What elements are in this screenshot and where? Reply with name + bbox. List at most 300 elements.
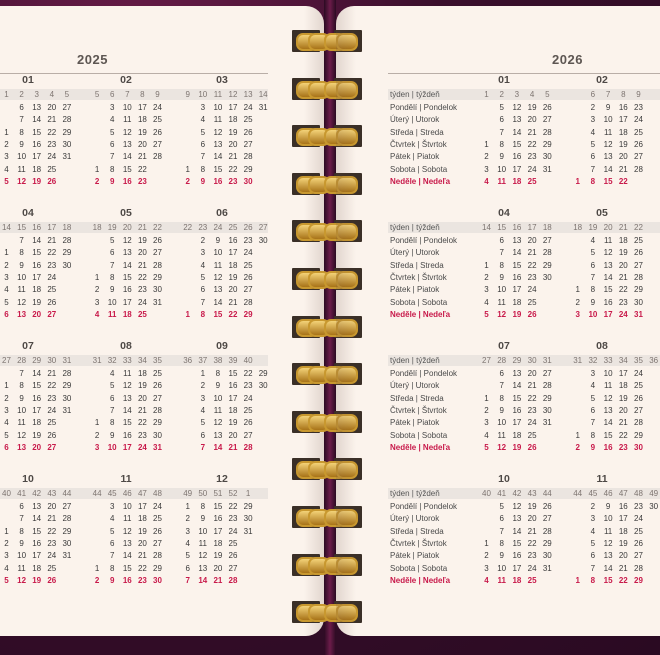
calendar-date: 24 (243, 248, 253, 258)
calendar-date: 26 (153, 381, 162, 391)
week-number: 44 (62, 489, 72, 498)
calendar-date: 5 (4, 297, 9, 307)
calendar-date: 29 (62, 248, 72, 258)
calendar-date: 31 (153, 297, 162, 307)
sunday-date: 9 (109, 575, 115, 585)
calendar-date: 14 (603, 164, 613, 174)
calendar-date: 24 (634, 115, 643, 125)
calendar-date: 16 (228, 236, 238, 245)
month-title: 02 (120, 74, 132, 86)
calendar-date: 4 (484, 430, 489, 440)
sunday-date: 12 (17, 575, 27, 585)
calendar-date: 28 (634, 164, 643, 174)
sunday-date: 5 (4, 575, 9, 585)
sunday-date: 11 (107, 309, 117, 319)
calendar-date: 27 (153, 393, 162, 403)
calendar-date: 8 (19, 248, 24, 258)
calendar-date: 11 (17, 285, 26, 295)
calendar-date: 23 (527, 551, 537, 561)
calendar-date: 22 (527, 538, 537, 548)
calendar-date: 6 (19, 502, 24, 511)
calendar-date: 20 (228, 430, 238, 440)
sunday-date: 18 (122, 309, 132, 319)
sunday-date: 4 (94, 309, 100, 319)
calendar-date: 6 (499, 236, 504, 245)
calendar-date: 4 (4, 563, 9, 573)
calendar-date: 15 (213, 502, 223, 511)
week-number: 4 (49, 90, 55, 99)
calendar-date: 13 (603, 152, 613, 162)
calendar-date: 25 (243, 115, 253, 125)
calendar-date: 8 (499, 139, 504, 149)
calendar-date: 1 (575, 285, 580, 295)
calendar-date: 16 (512, 405, 522, 415)
calendar-date: 13 (198, 563, 208, 573)
calendar-date: 18 (512, 430, 522, 440)
weekday-label: Sobota | Sobota (390, 164, 448, 174)
calendar-date: 17 (512, 164, 522, 174)
sunday-date: 7 (185, 575, 190, 585)
calendar-date: 7 (499, 127, 504, 137)
year-title: 2026 (552, 52, 583, 67)
weekday-label: Středa | Streda (390, 260, 444, 270)
week-number: 36 (649, 356, 659, 365)
sunday-date: 18 (512, 575, 522, 585)
calendar-date: 5 (109, 127, 115, 137)
weekday-label: Sobota | Sobota (390, 563, 448, 573)
year-title: 2025 (77, 52, 108, 67)
calendar-date: 22 (47, 127, 57, 137)
calendar-date: 7 (19, 369, 24, 378)
calendar-date: 22 (618, 285, 628, 295)
calendar-date: 24 (527, 285, 537, 295)
calendar-date: 5 (109, 381, 115, 391)
calendar-date: 19 (618, 139, 628, 149)
calendar-date: 24 (228, 526, 238, 536)
calendar-date: 19 (618, 538, 628, 548)
calendar-date: 25 (634, 236, 643, 245)
week-number: 18 (92, 223, 102, 232)
calendar-date: 24 (527, 418, 537, 428)
weekday-label: Čtvrtek | Štvrtok (390, 139, 447, 149)
calendar-date: 5 (109, 236, 115, 245)
calendar-date: 21 (137, 152, 147, 162)
calendar-date: 3 (4, 551, 9, 561)
sunday-date: 13 (17, 309, 27, 319)
calendar-date: 11 (17, 418, 26, 428)
calendar-date: 15 (122, 164, 132, 174)
calendar-date: 29 (542, 538, 552, 548)
calendar-date: 21 (527, 127, 537, 137)
calendar-date: 31 (243, 526, 253, 536)
calendar-date: 25 (47, 285, 57, 295)
calendar-date: 1 (4, 127, 9, 137)
week-number: 26 (243, 223, 253, 232)
sunday-date: 10 (588, 309, 598, 319)
calendar-date: 8 (499, 538, 504, 548)
month-title: 06 (216, 207, 228, 219)
calendar-date: 3 (185, 526, 190, 536)
week-number: 20 (122, 223, 132, 232)
week-number: 20 (603, 223, 613, 232)
week-number: 27 (2, 356, 11, 365)
calendar-date: 9 (499, 152, 504, 162)
calendar-date: 31 (62, 152, 72, 162)
sunday-date: 22 (618, 575, 628, 585)
calendar-date: 7 (590, 418, 596, 428)
calendar-date: 4 (200, 405, 206, 415)
calendar-date: 1 (94, 563, 100, 573)
calendar-date: 3 (4, 272, 9, 282)
sunday-date: 4 (484, 575, 489, 585)
weekday-label: Sobota | Sobota (390, 297, 448, 307)
week-number: 14 (258, 90, 268, 99)
calendar-date: 29 (243, 164, 253, 174)
calendar-date: 4 (109, 369, 115, 378)
calendar-date: 7 (109, 405, 115, 415)
calendar-date: 10 (603, 369, 613, 378)
calendar-date: 24 (243, 393, 253, 403)
calendar-date: 15 (603, 430, 613, 440)
calendar-date: 1 (185, 164, 190, 174)
calendar-date: 17 (618, 369, 628, 378)
calendar-date: 6 (499, 115, 504, 125)
week-number: 47 (618, 489, 628, 498)
calendar-date: 19 (137, 236, 147, 245)
calendar-date: 15 (228, 369, 238, 378)
weekday-label: Pondělí | Pondelok (390, 369, 458, 378)
calendar-date: 19 (137, 526, 147, 536)
calendar-date: 19 (527, 502, 537, 511)
sunday-date: 12 (497, 442, 507, 452)
calendar-date: 2 (94, 285, 100, 295)
calendar-date: 5 (590, 139, 596, 149)
week-number: 25 (228, 223, 238, 232)
calendar-date: 11 (603, 381, 613, 391)
calendar-date: 5 (109, 526, 115, 536)
calendar-date: 22 (47, 248, 57, 258)
calendar-date: 4 (590, 526, 596, 536)
calendar-date: 27 (634, 260, 643, 270)
calendar-date: 28 (542, 248, 552, 258)
week-number: 41 (17, 489, 27, 498)
week-number: 39 (228, 356, 238, 365)
calendar-date: 27 (228, 563, 238, 573)
month-title: 10 (498, 473, 510, 485)
week-number: 45 (107, 489, 117, 498)
calendar-date: 13 (603, 551, 613, 561)
calendar-date: 6 (499, 369, 504, 378)
week-number: 35 (634, 356, 643, 365)
calendar-date: 10 (17, 272, 27, 282)
calendar-date: 6 (590, 152, 596, 162)
calendar-date: 2 (484, 152, 489, 162)
calendar-date: 16 (228, 381, 238, 391)
sunday-date: 19 (32, 176, 42, 186)
sunday-date: 5 (484, 309, 489, 319)
week-number: 42 (512, 489, 522, 498)
sunday-date: 17 (603, 309, 613, 319)
calendar-date: 4 (109, 514, 115, 524)
calendar-date: 29 (542, 260, 552, 270)
calendar-date: 1 (484, 393, 489, 403)
calendar-date: 10 (497, 164, 507, 174)
week-number: 16 (512, 223, 522, 232)
calendar-date: 11 (213, 260, 223, 270)
calendar-date: 15 (603, 285, 613, 295)
calendar-date: 3 (484, 563, 489, 573)
week-number: 8 (140, 90, 145, 99)
calendar-date: 4 (200, 115, 206, 125)
calendar-date: 28 (542, 526, 552, 536)
sunday-date: 30 (153, 575, 162, 585)
calendar-date: 19 (618, 393, 628, 403)
sunday-date: 26 (47, 176, 57, 186)
calendar-date: 31 (542, 418, 552, 428)
weekday-label: Pondělí | Pondelok (390, 502, 458, 511)
sunday-date: 26 (527, 309, 537, 319)
calendar-date: 26 (634, 393, 643, 403)
week-number: 18 (542, 223, 552, 232)
calendar-date: 9 (19, 139, 24, 149)
calendar-date: 22 (47, 526, 57, 536)
calendar-date: 25 (228, 538, 238, 548)
calendar-date: 14 (213, 297, 223, 307)
calendar-date: 29 (243, 502, 253, 511)
week-number: 29 (512, 356, 522, 365)
calendar-date: 18 (32, 418, 42, 428)
calendar-date: 11 (497, 297, 506, 307)
week-number: 2 (19, 90, 24, 99)
calendar-date: 6 (109, 393, 115, 403)
calendar-date: 3 (200, 248, 206, 258)
week-number: 44 (573, 489, 583, 498)
calendar-date: 11 (497, 430, 506, 440)
week-number: 45 (588, 489, 598, 498)
calendar-date: 10 (17, 152, 27, 162)
sunday-date: 27 (47, 442, 57, 452)
week-number: 40 (243, 356, 253, 365)
month-title: 01 (22, 74, 34, 86)
calendar-date: 23 (47, 538, 57, 548)
sunday-date: 24 (618, 309, 628, 319)
calendar-date: 7 (590, 563, 596, 573)
week-number: 1 (245, 489, 251, 498)
calendar-date: 9 (215, 236, 221, 245)
calendar-date: 8 (590, 430, 596, 440)
calendar-date: 13 (32, 103, 42, 112)
calendar-date: 14 (512, 526, 522, 536)
week-number: 28 (17, 356, 27, 365)
calendar-date: 19 (213, 551, 223, 561)
sunday-date: 9 (590, 442, 596, 452)
calendar-date: 7 (590, 272, 596, 282)
calendar-date: 17 (32, 551, 42, 561)
calendar-date: 28 (542, 127, 552, 137)
calendar-date: 29 (634, 285, 643, 295)
sunday-date: 20 (32, 442, 42, 452)
week-number: 41 (497, 489, 507, 498)
calendar-date: 25 (527, 430, 537, 440)
calendar-date: 12 (603, 248, 613, 258)
sunday-date: 8 (590, 575, 596, 585)
calendar-date: 8 (499, 393, 504, 403)
calendar-date: 28 (243, 152, 253, 162)
calendar-date: 6 (499, 514, 504, 524)
calendar-date: 22 (137, 272, 147, 282)
right-page (336, 6, 660, 636)
calendar-date: 5 (590, 248, 596, 258)
calendar-date: 13 (603, 260, 613, 270)
sunday-date: 10 (107, 442, 117, 452)
calendar-date: 1 (94, 418, 100, 428)
calendar-date: 15 (213, 164, 223, 174)
weekday-label: Pondělí | Pondelok (390, 236, 458, 245)
calendar-date: 8 (499, 260, 504, 270)
week-number: 43 (47, 489, 57, 498)
calendar-date: 30 (62, 538, 72, 548)
calendar-date: 27 (243, 285, 253, 295)
calendar-date: 9 (200, 514, 206, 524)
calendar-date: 30 (62, 260, 72, 270)
calendar-date: 26 (153, 526, 162, 536)
calendar-date: 10 (497, 285, 507, 295)
sunday-date: 2 (575, 442, 580, 452)
calendar-date: 21 (527, 381, 537, 391)
calendar-date: 11 (603, 526, 613, 536)
calendar-date: 2 (484, 272, 489, 282)
month-title: 01 (498, 74, 510, 86)
calendar-date: 23 (527, 405, 537, 415)
calendar-date: 12 (512, 103, 522, 112)
calendar-date: 13 (512, 369, 522, 378)
sunday-date: 25 (137, 309, 147, 319)
calendar-date: 25 (153, 369, 162, 378)
calendar-date: 23 (618, 297, 628, 307)
calendar-date: 15 (512, 393, 522, 403)
week-number: 31 (542, 356, 552, 365)
week-number: 18 (573, 223, 583, 232)
calendar-date: 21 (527, 526, 537, 536)
calendar-date: 21 (527, 248, 537, 258)
sunday-date: 26 (47, 575, 57, 585)
calendar-date: 3 (590, 115, 596, 125)
calendar-date: 28 (634, 272, 643, 282)
calendar-date: 17 (213, 526, 223, 536)
calendar-date: 14 (512, 381, 522, 391)
calendar-date: 16 (618, 103, 628, 112)
calendar-date: 30 (62, 139, 72, 149)
calendar-date: 21 (618, 418, 628, 428)
sunday-date: 23 (228, 176, 238, 186)
calendar-date: 15 (122, 563, 132, 573)
calendar-date: 2 (200, 381, 206, 391)
sunday-date: 1 (575, 575, 580, 585)
calendar-date: 3 (4, 152, 9, 162)
calendar-date: 17 (32, 405, 42, 415)
week-number: 42 (32, 489, 42, 498)
calendar-date: 16 (512, 272, 522, 282)
month-title: 04 (22, 207, 34, 219)
week-number: 27 (482, 356, 491, 365)
calendar-date: 30 (258, 381, 268, 391)
sunday-date: 2 (185, 176, 190, 186)
week-number: 31 (573, 356, 583, 365)
calendar-date: 23 (243, 381, 253, 391)
calendar-date: 1 (484, 260, 489, 270)
week-number: 3 (34, 90, 39, 99)
calendar-date: 2 (484, 405, 489, 415)
calendar-date: 18 (618, 236, 628, 245)
calendar-date: 10 (603, 514, 613, 524)
calendar-date: 10 (213, 248, 223, 258)
calendar-date: 14 (512, 248, 522, 258)
sunday-date: 12 (17, 176, 27, 186)
calendar-date: 14 (213, 152, 223, 162)
calendar-date: 24 (47, 272, 57, 282)
calendar-date: 21 (618, 272, 628, 282)
calendar-date: 26 (228, 551, 238, 561)
calendar-date: 28 (62, 236, 72, 245)
calendar-date: 30 (258, 236, 268, 245)
calendar-date: 5 (499, 502, 504, 511)
calendar-date: 16 (32, 393, 42, 403)
calendar-date: 16 (122, 430, 132, 440)
calendar-date: 18 (618, 526, 628, 536)
calendar-date: 5 (185, 551, 190, 561)
calendar-date: 28 (634, 418, 643, 428)
calendar-date: 31 (542, 164, 552, 174)
calendar-date: 24 (137, 297, 147, 307)
week-number: 9 (185, 90, 190, 99)
calendar-date: 2 (590, 502, 596, 511)
calendar-date: 15 (32, 248, 42, 258)
week-number: 47 (137, 489, 147, 498)
calendar-date: 23 (527, 272, 537, 282)
calendar-date: 14 (32, 369, 42, 378)
week-number: 31 (92, 356, 102, 365)
calendar-date: 8 (19, 526, 24, 536)
calendar-date: 17 (512, 285, 522, 295)
sunday-date: 5 (484, 442, 489, 452)
calendar-date: 6 (590, 551, 596, 561)
calendar-date: 9 (499, 405, 504, 415)
calendar-date: 11 (123, 115, 132, 125)
calendar-date: 3 (484, 164, 489, 174)
calendar-date: 25 (153, 115, 162, 125)
calendar-date: 20 (213, 563, 223, 573)
sunday-date: 25 (527, 176, 537, 186)
calendar-date: 4 (484, 297, 489, 307)
calendar-date: 28 (542, 381, 552, 391)
calendar-date: 9 (499, 551, 504, 561)
calendar-date: 7 (499, 248, 504, 258)
sunday-date: 16 (603, 442, 613, 452)
calendar-date: 31 (542, 563, 552, 573)
week-number: 22 (153, 223, 162, 232)
calendar-date: 2 (94, 430, 100, 440)
week-number: 9 (636, 90, 641, 99)
calendar-date: 4 (200, 260, 206, 270)
calendar-date: 22 (527, 393, 537, 403)
calendar-date: 24 (153, 103, 162, 112)
week-number: 13 (243, 90, 253, 99)
sunday-date: 14 (213, 442, 223, 452)
week-number: 7 (605, 90, 611, 99)
calendar-date: 21 (47, 369, 57, 378)
calendar-date: 11 (123, 369, 132, 378)
calendar-date: 22 (137, 418, 147, 428)
